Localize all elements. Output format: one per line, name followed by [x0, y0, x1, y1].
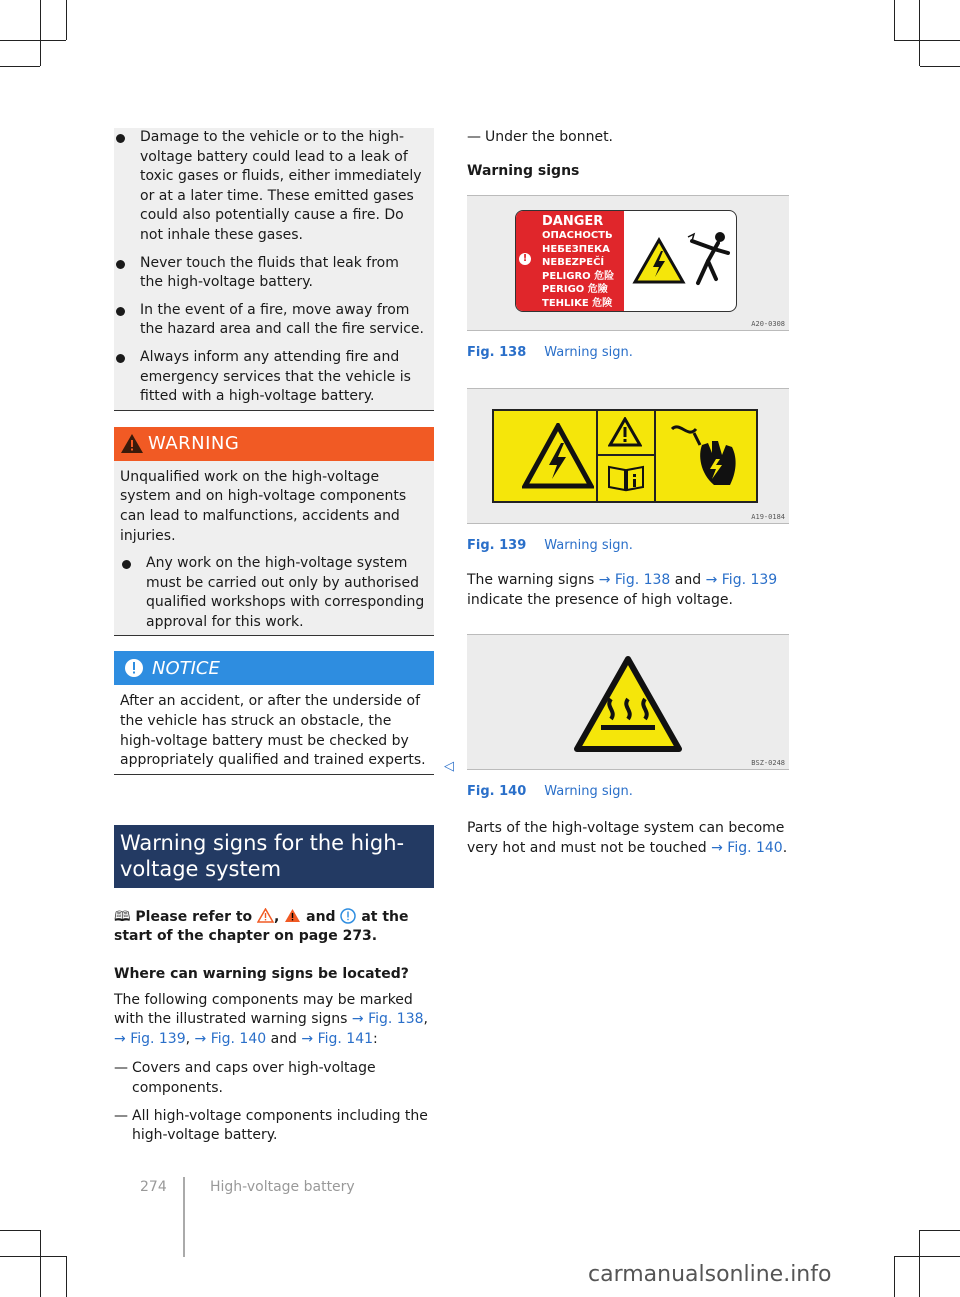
manual-book-icon [606, 463, 646, 493]
page-number: 274 [140, 1179, 167, 1195]
section-title: Warning signs for the high-voltage system [114, 825, 434, 888]
notice-outline-icon [340, 908, 356, 924]
notice-title: NOTICE [152, 657, 220, 679]
end-mark-icon: ◁ [444, 758, 454, 774]
hot-parts-paragraph: Parts of the high-voltage system can become very hot and must not be touched → Fig. 140. [467, 820, 788, 856]
danger-line: PELIGRO 危险 [542, 270, 615, 282]
refer-line: 🕮 Please refer to , and at the start of the chapter on page 273. [114, 908, 409, 945]
crop-mark [0, 40, 66, 41]
crop-mark [894, 40, 960, 41]
figure-139 [467, 388, 789, 524]
crop-mark [894, 1256, 895, 1297]
chapter-title: High-voltage battery [210, 1179, 355, 1195]
fig-138-link[interactable]: → Fig. 138 [351, 1011, 424, 1028]
electrocution-figure-icon [686, 227, 734, 297]
warning-signs-paragraph: The warning signs → Fig. 138 and → Fig. 139 indicate the presence of high voltage. [467, 572, 778, 608]
crop-mark [920, 66, 960, 67]
crop-mark [0, 1256, 66, 1257]
list-item: Any work on the high-voltage system must be carried out only by authorised qualified workshops with corresponding approval for this work. [120, 554, 428, 632]
list-item: Always inform any attending fire and emergency services that the vehicle is fitted with a high-voltage battery. [114, 348, 434, 407]
danger-panel [516, 211, 624, 311]
crop-mark [894, 1256, 960, 1257]
list-item: In the event of a fire, move away from the hazard area and call the fire service. [114, 301, 434, 340]
fig-139-link[interactable]: → Fig. 139 [114, 1030, 186, 1047]
right-column [467, 128, 789, 859]
crop-mark [920, 1230, 960, 1231]
figure-140 [467, 634, 789, 770]
crop-mark [919, 0, 920, 66]
figure-caption: Fig. 138 Warning sign. [467, 345, 633, 361]
crop-mark [894, 0, 895, 40]
danger-line: NEBEZPEČÍ [542, 257, 605, 269]
danger-line: TEHLIKE 危険 [542, 297, 613, 309]
figure-138 [467, 195, 789, 331]
crop-mark [919, 1230, 920, 1297]
fig-140-link[interactable]: → Fig. 140 [194, 1030, 267, 1047]
hot-surface-triangle-icon [573, 655, 683, 753]
notice-header [114, 651, 434, 685]
danger-line: PERIGO 危險 [542, 284, 608, 296]
question-heading: Where can warning signs be located? [114, 966, 409, 983]
image-code: BSZ-0248 [751, 759, 785, 768]
fig-138-link[interactable]: → Fig. 138 [598, 572, 671, 589]
crop-mark [0, 1230, 40, 1231]
image-code: A19-0184 [751, 513, 785, 522]
figure-caption: Fig. 140 Warning sign. [467, 784, 633, 800]
notice-body [114, 685, 454, 774]
fig-140-link[interactable]: → Fig. 140 [711, 839, 783, 856]
shock-hand-icon [666, 415, 746, 495]
crop-mark [40, 0, 41, 66]
notice-exclamation-icon [124, 658, 144, 678]
high-voltage-triangle-icon [632, 237, 686, 285]
list-item: — Under the bonnet. [467, 129, 614, 145]
crop-mark [0, 66, 40, 67]
warning-outline-icon [257, 908, 274, 923]
warning-signs-heading: Warning signs [467, 162, 580, 179]
warning-title: WARNING [148, 433, 240, 455]
watermark: carmanualsonline.info [588, 1262, 832, 1287]
notice-text: After an accident, or after the underside of the vehicle has struck an obstacle, the high-voltage battery must be checked by appropriately qualified and trained experts. [120, 693, 426, 769]
left-column [114, 128, 454, 1154]
footer-divider [183, 1177, 185, 1257]
danger-exclamation-icon: ! [519, 253, 531, 265]
fig-141-link[interactable]: → Fig. 141 [301, 1030, 374, 1047]
crop-mark [40, 1230, 41, 1297]
warning-continuation-box [114, 128, 434, 411]
figure-caption: Fig. 139 Warning sign. [467, 538, 633, 554]
image-code: A20-0308 [751, 320, 785, 329]
high-voltage-triangle-icon [522, 423, 594, 489]
list-item: Damage to the vehicle or to the high-voltage battery could lead to a leak of toxic gases or fluids, either immediately or at a later time. These emitted gases could also potentially cause a fire. Do not inhale these gases. [114, 128, 434, 246]
book-icon: 🕮 [114, 908, 131, 925]
warning-triangle-icon [608, 417, 642, 447]
components-paragraph: The following components may be marked with the illustrated warning signs → Fig. 138, → Fig. 139, → Fig. 140 and → Fig. 141: [114, 991, 428, 1047]
list-item: — All high-voltage components including the high-voltage battery. [114, 1107, 428, 1144]
yellow-sign [492, 409, 758, 503]
warning-header [114, 427, 434, 461]
list-item: Never touch the fluids that leak from the high-voltage battery. [114, 254, 434, 293]
danger-sign [515, 210, 737, 312]
warning-body [114, 461, 434, 637]
caution-filled-icon [284, 908, 301, 923]
list-item: — Covers and caps over high-voltage components. [114, 1060, 376, 1096]
crop-mark [66, 1256, 67, 1297]
danger-line: ОПАСНОСТЬ [542, 230, 613, 242]
crop-mark [66, 0, 67, 40]
warning-triangle-icon [120, 433, 144, 454]
warning-text: Unqualified work on the high-voltage system and on high-voltage components can lead to malfunctions, accidents and injuries. [120, 468, 407, 544]
danger-line: НЕБЕЗПЕКА [542, 243, 610, 255]
danger-line: DANGER [542, 214, 604, 230]
fig-139-link[interactable]: → Fig. 139 [705, 572, 778, 589]
